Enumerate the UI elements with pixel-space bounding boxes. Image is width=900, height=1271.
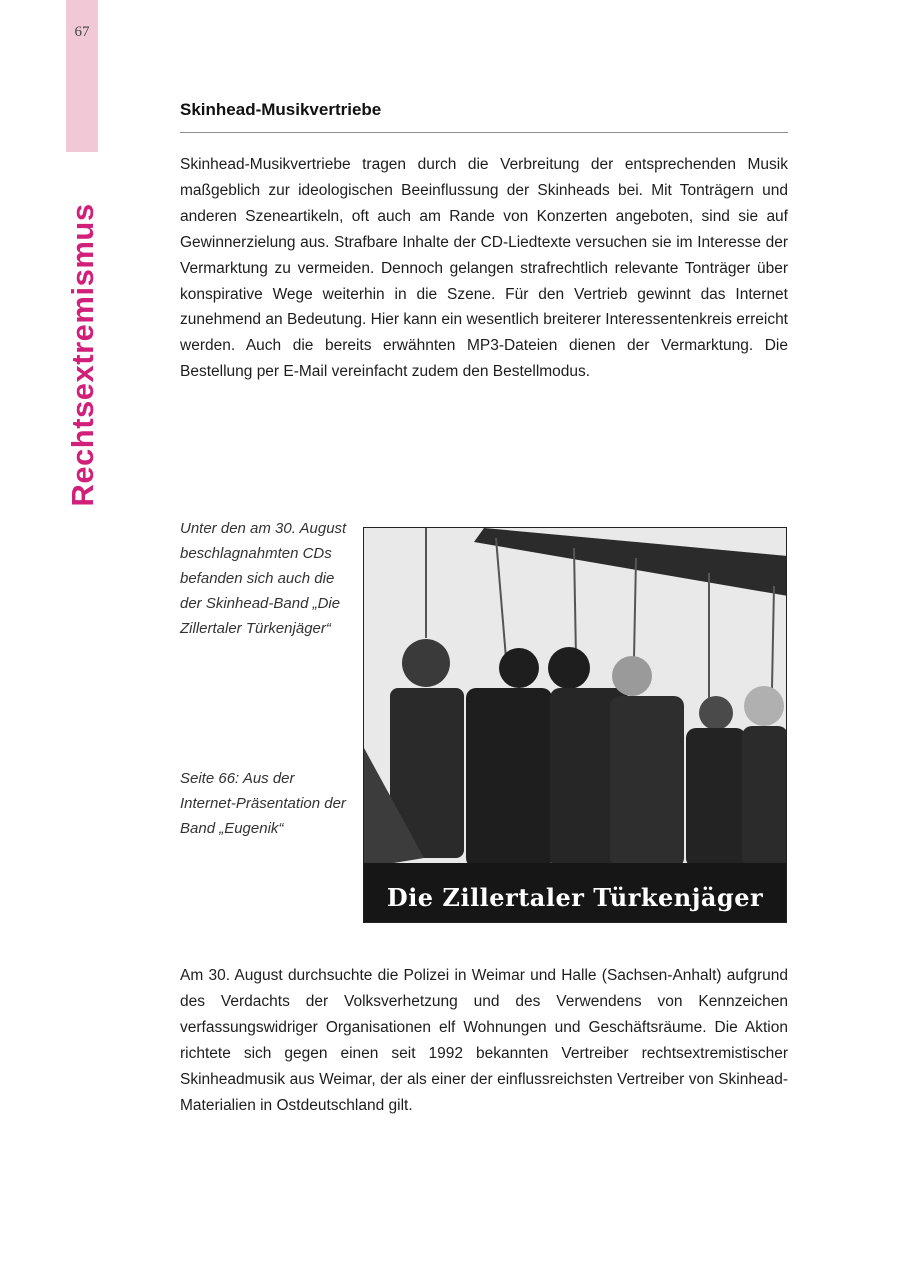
section-title: Skinhead-Musikvertriebe [180,100,382,119]
album-cover-title: Die Zillertaler Türkenjäger [386,883,764,912]
album-cover-illustration [364,528,787,923]
figure-caption-1: Unter den am 30. August beschlagnahmten CDs befanden sich auch die der Skinhead-Band „Die Zillertaler Türkenjäger“ [180,520,347,637]
body-paragraph-2: Am 30. August durchsuchte die Polizei in Weimar und Halle (Sachsen-Anhalt) aufgrund des Verdachts der Volksverhetzung und des Verwendens von Kennzeichen verfassungswidriger Organisationen elf Wohnungen und Geschäftsräume. Die Aktion richtete sich gegen einen seit 1992 bekannten Vertreiber rechtsextremistischer Skinheadmusik aus Weimar, der als einer der einflussreichsten Vertreiber von Skinhead-Materialien in Ostdeutschland gilt. [180,967,788,1114]
title-divider [180,132,788,133]
side-color-band [66,0,98,152]
album-cover-photo [363,527,787,923]
figure-caption-2: Seite 66: Aus der Internet-Präsentation der Band „Eugenik“ [180,770,346,837]
chapter-side-label: Rechtsextremismus [65,203,100,507]
body-paragraph-1: Skinhead-Musikvertriebe tragen durch die Verbreitung der entsprechenden Musik maßgeblich zur ideologischen Beeinflussung der Skinheads bei. Mit Tonträgern und anderen Szeneartikeln, oft auch am Rande von Konzerten angeboten, sind sie auf Gewinnerzielung aus. Strafbare Inhalte der CD-Liedtexte versuchen sie im Interesse der Vermarktung zu vermeiden. Dennoch gelangen strafrechtlich relevante Tonträger über konspirative Wege weiterhin in die Szene. Für den Vertrieb gewinnt das Internet zunehmend an Bedeutung. Hier kann ein wesentlich breiterer Interessentenkreis erreicht werden. Auch die bereits erwähnten MP3-Dateien dienen der Vermarktung. Die Bestellung per E-Mail vereinfacht zudem den Bestellmodus. [180,156,788,381]
page-number: 67 [74,24,90,40]
